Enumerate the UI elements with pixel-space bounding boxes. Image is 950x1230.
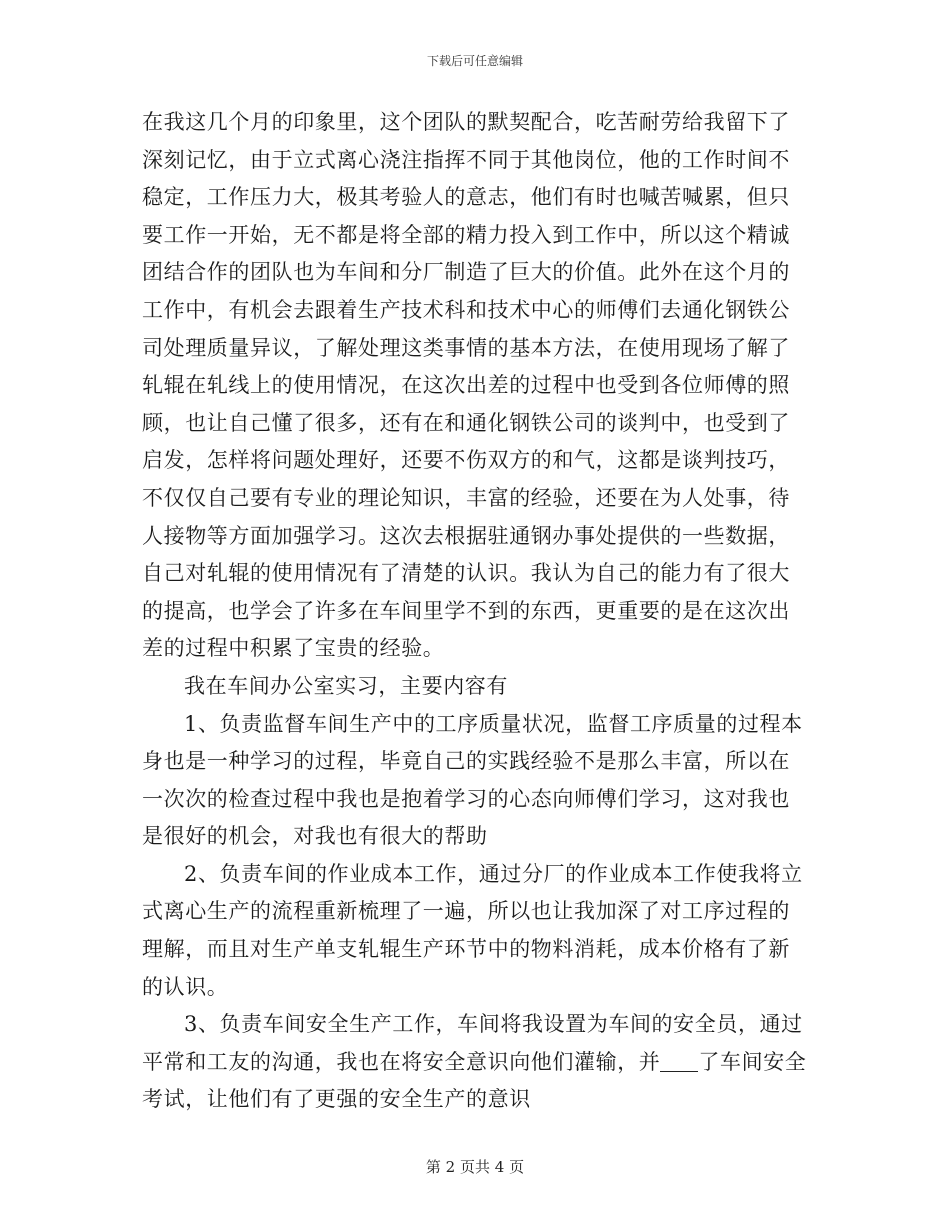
text-line: 稳定，工作压力大，极其考验人的意志，他们有时也喊苦喊累，但只 [142,185,790,210]
text-line: 自己对轧辊的使用情况有了清楚的认识。我认为自己的能力有了很大 [142,561,790,586]
text-line-with-blank [142,1044,812,1082]
text-line: 差的过程中积累了宝贵的经验。 [142,636,445,661]
text-line: 理解，而且对生产单支轧辊生产环节中的物料消耗，成本价格有了新 [142,937,790,962]
page-footer: 第 2 页共 4 页 [425,1158,525,1176]
text-line: 考试，让他们有了更强的安全生产的意识 [142,1087,531,1112]
text-line: 的提高，也学会了许多在车间里学不到的东西，更重要的是在这次出 [142,598,790,623]
document-body [142,104,812,1119]
text-line: 启发，怎样将问题处理好，还要不伤双方的和气，这都是谈判技巧， [142,448,790,473]
text-line: 在我这几个月的印象里，这个团队的默契配合，吃苦耐劳给我留下了 [142,110,790,134]
text-line: 不仅仅自己要有专业的理论知识，丰富的经验，还要在为人处事，待 [142,485,790,510]
text-line: 工作中，有机会去跟着生产技术科和技术中心的师傅们去通化钢铁公 [142,297,790,322]
text-line: 1、负责监督车间生产中的工序质量状况，监督工序质量的过程本 [184,711,803,736]
text-line: 要工作一开始，无不都是将全部的精力投入到工作中，所以这个精诚 [142,222,790,247]
text-line: 的认识。 [142,974,229,999]
text-line: 人接物等方面加强学习。这次去根据驻通钢办事处提供的一些数据， [142,523,790,548]
text-segment: 平常和工友的沟通，我也在将安全意识向他们灌输，并 [142,1049,661,1074]
text-line: 团结合作的团队也为车间和分厂制造了巨大的价值。此外在这个月的 [142,260,790,285]
text-segment: 了车间安全 [698,1049,807,1074]
text-line: 身也是一种学习的过程，毕竟自己的实践经验不是那么丰富，所以在 [142,749,790,774]
fill-in-blank [660,1051,698,1072]
text-line: 式离心生产的流程重新梳理了一遍，所以也让我加深了对工序过程的 [142,899,790,924]
text-line: 深刻记忆，由于立式离心浇注指挥不同于其他岗位，他的工作时间不 [142,147,790,172]
page-header: 下载后可任意编辑 [426,54,523,68]
text-line: 2、负责车间的作业成本工作，通过分厂的作业成本工作使我将立 [184,861,803,886]
text-line: 顾，也让自己懂了很多，还有在和通化钢铁公司的谈判中，也受到了 [142,410,790,435]
text-line: 轧辊在轧线上的使用情况，在这次出差的过程中也受到各位师傅的照 [142,373,790,398]
text-line: 我在车间办公室实习，主要内容有 [184,673,508,698]
text-line: 是很好的机会，对我也有很大的帮助 [142,824,488,849]
text-line: 一次次的检查过程中我也是抱着学习的心态向师傅们学习，这对我也 [142,786,790,811]
text-line: 司处理质量异议，了解处理这类事情的基本方法，在使用现场了解了 [142,335,790,360]
text-line: 3、负责车间安全生产工作，车间将我设置为车间的安全员，通过 [184,1012,803,1037]
